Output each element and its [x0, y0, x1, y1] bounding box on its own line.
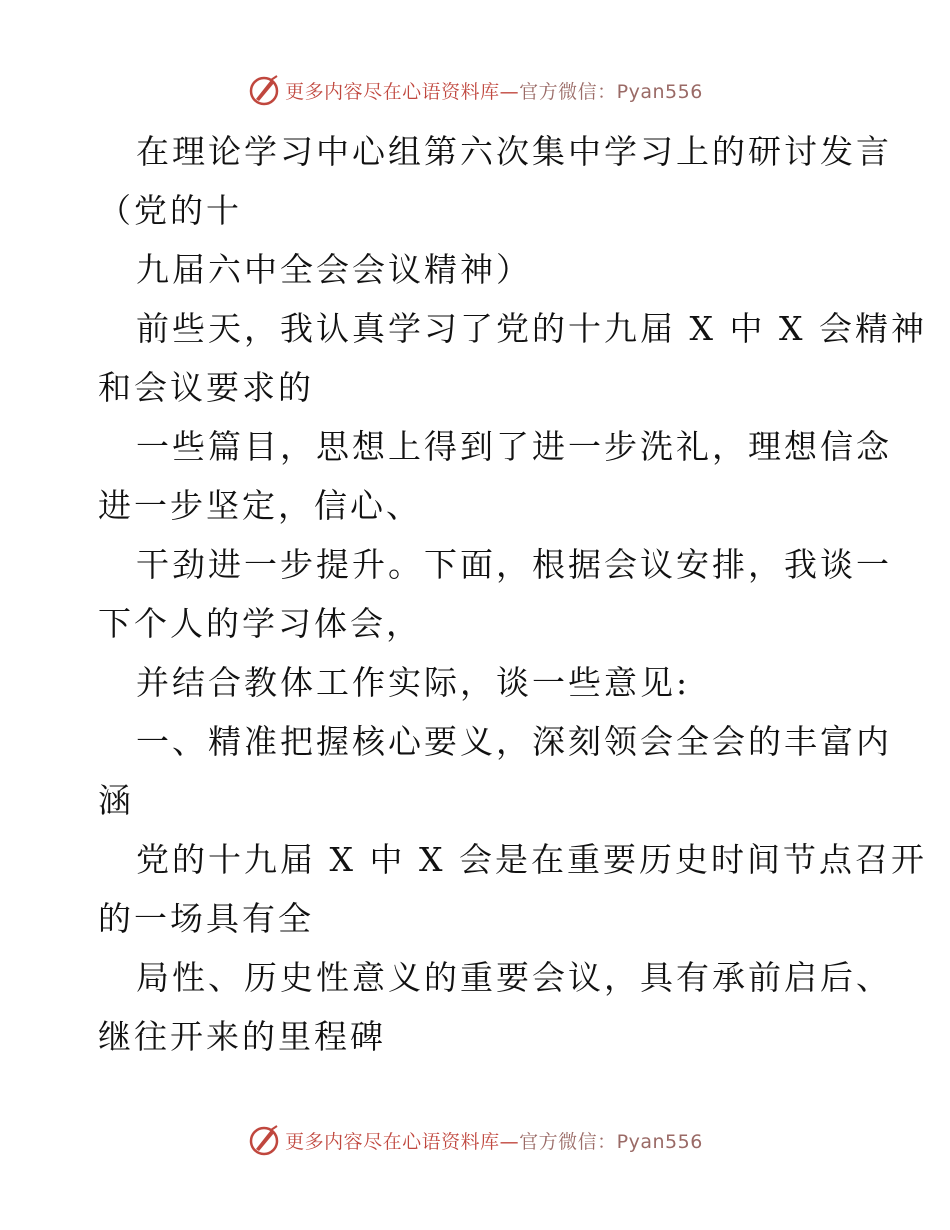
text-line: 一、精准把握核心要义，深刻领会全会的丰富内: [136, 722, 892, 761]
header-banner: [0, 70, 950, 110]
text-line: 在理论学习中心组第六次集中学习上的研讨发言: [136, 132, 892, 171]
text-line: 继往开来的里程碑: [98, 1017, 386, 1056]
text-line: 涵: [98, 781, 134, 820]
document-body: [98, 122, 927, 1066]
text-line: 党的十九届 X 中 X 会是在重要历史时间节点召开: [136, 840, 927, 879]
text-line: 干劲进一步提升。下面，根据会议安排，我谈一: [136, 545, 892, 584]
banner-text: [285, 1127, 703, 1154]
text-line: （党的十: [98, 191, 242, 230]
text-line: 局性、历史性意义的重要会议，具有承前启后、: [136, 958, 892, 997]
banner-text-red: 更多内容尽在心语资料库—: [285, 1130, 520, 1153]
quill-pen-logo-icon: [247, 1123, 281, 1157]
banner-text-wechat: 官方微信：Pyan556: [519, 1130, 703, 1153]
banner-text: [285, 77, 703, 104]
text-line: 一些篇目，思想上得到了进一步洗礼，理想信念: [136, 427, 892, 466]
text-line: 和会议要求的: [98, 368, 314, 407]
text-line: 进一步坚定，信心、: [98, 486, 422, 525]
banner-text-wechat: 官方微信：Pyan556: [519, 80, 703, 103]
text-line: 九届六中全会会议精神）: [136, 250, 532, 289]
text-line: 的一场具有全: [98, 899, 314, 938]
footer-banner: [0, 1120, 950, 1160]
banner-text-red: 更多内容尽在心语资料库—: [285, 80, 520, 103]
text-line: 下个人的学习体会，: [98, 604, 422, 643]
quill-pen-logo-icon: [247, 73, 281, 107]
text-line: 前些天，我认真学习了党的十九届 X 中 X 会精神: [136, 309, 927, 348]
text-line: 并结合教体工作实际，谈一些意见:: [136, 663, 691, 702]
